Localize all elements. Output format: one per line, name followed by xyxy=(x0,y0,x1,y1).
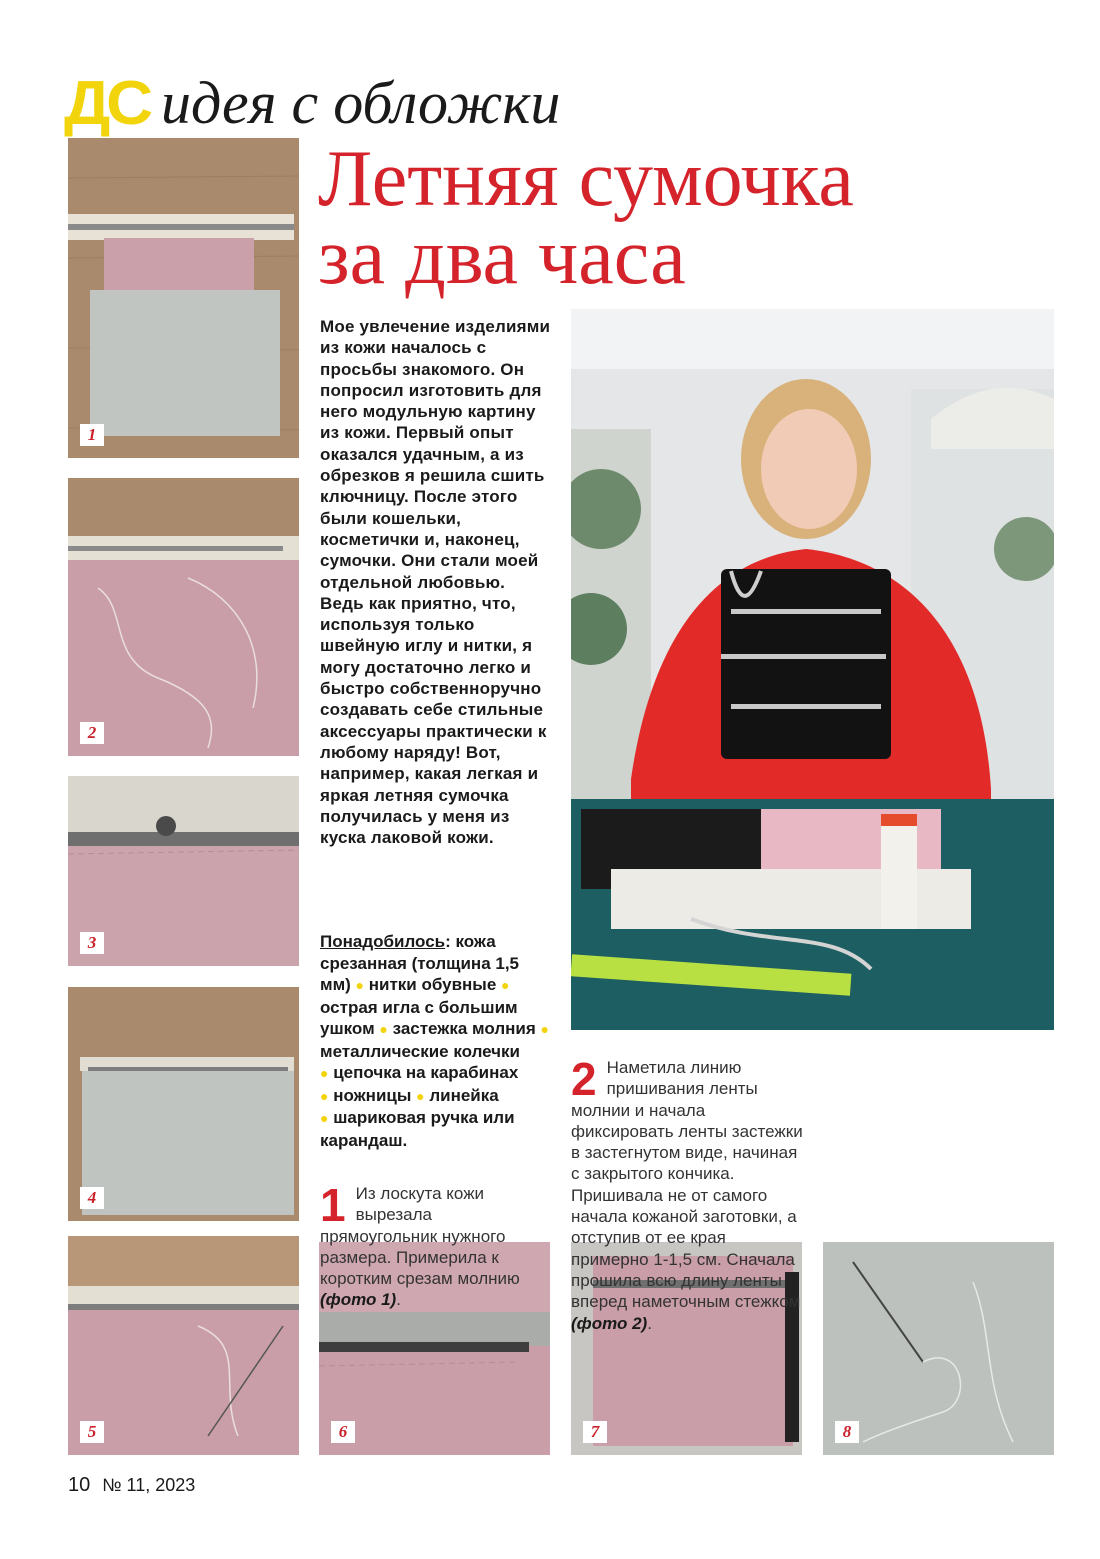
article-title xyxy=(318,135,1038,301)
page-footer xyxy=(68,1474,195,1497)
step-photo-2 xyxy=(68,478,299,756)
step-number: 2 xyxy=(571,1053,597,1105)
material-item: застежка молния xyxy=(392,1019,536,1038)
intro-text: Мое увлечение изделиями из кожи началось с просьбы знакомого. Он попросил изготовить для него модульную картину из кожи. Первый опыт оказался удачным, а из обрезков я решила сшить ключницу. После этого были кошельки, косметички и, наконец, сумочки. Они стали моей отдельной любовью. Ведь как приятно, что, используя только швейную иглу и нитки, я могу достаточно легко и быстро собственноручно создавать себе стильные аксессуары практически к любому наряду! Вот, например, какая легкая и яркая летняя сумочка получилась у меня из куска лаковой кожи. xyxy=(320,317,551,848)
photo-number: 2 xyxy=(80,722,104,744)
brand-logo: ДС xyxy=(63,69,149,138)
page-number: 10 xyxy=(68,1474,91,1496)
step-1-text: 1 Из лоскута кожи вырезала прямоугольник нужного размера. Примерила к коротким срезам молнию (фото 1). xyxy=(320,1179,520,1310)
material-item: цепочка на карабинах xyxy=(333,1063,519,1082)
bullet-dot: ● xyxy=(355,977,365,993)
materials-list: Понадобилось: кожа срезанная (толщина 1,5 мм) ● нитки обувные ● острая игла с большим ушком ● застежка молния ● металлические колечки ● цепочка на карабинах ● ножницы ● линейка ● шариковая ручка или карандаш. xyxy=(320,932,549,1150)
bullet-dot: ● xyxy=(540,1021,549,1037)
step-2-body: Наметила линию пришивания ленты молнии и начала фиксировать ленты застежки в застегнутом виде, начиная с закрытого кончика. Пришивала не от самого начала кожаной заготовки, а отступив от ее края примерно 1-1,5 см. Сначала прошила всю длину ленты вперед наметочным стежком xyxy=(571,1058,803,1312)
bullet-dot: ● xyxy=(501,977,510,993)
photo-number: 3 xyxy=(80,932,104,954)
issue-info: № 11, 2023 xyxy=(102,1475,196,1495)
bullet-dot: ● xyxy=(416,1087,425,1104)
bullet-dot: ● xyxy=(379,1021,388,1037)
step-photo-1 xyxy=(68,138,299,458)
section-header xyxy=(63,64,561,138)
photo-number: 4 xyxy=(80,1187,104,1209)
main-photo xyxy=(571,309,1054,1030)
bullet-dot: ● xyxy=(320,1087,329,1104)
material-item: ножницы xyxy=(333,1085,412,1105)
material-item: кожа срезанная (толщина 1,5 мм) xyxy=(320,932,520,994)
photo-number: 5 xyxy=(80,1421,104,1443)
step-1-body: Из лоскута кожи вырезала прямоугольник нужного размера. Примерила к коротким срезам молнию xyxy=(320,1184,520,1289)
article-title-line-1: Летняя сумочка xyxy=(318,135,854,223)
section-title: идея с обложки xyxy=(160,70,561,136)
material-item: острая игла с большим ушком xyxy=(320,997,518,1038)
article-title-line-2: за два часа xyxy=(318,213,686,301)
step-photo-8 xyxy=(823,1242,1054,1455)
materials-label: Понадобилось xyxy=(320,932,446,951)
material-item: линейка xyxy=(429,1085,499,1105)
material-item: шариковая ручка или карандаш. xyxy=(320,1108,515,1150)
material-item: нитки обувные xyxy=(368,975,497,994)
step-2-text: 2 Наметила линию пришивания ленты молнии и начала фиксировать ленты застежки в застегнутом виде, начиная с закрытого кончика. Пришивала не от самого начала кожаной заготовки, а отступив от ее края примерно 1-1,5 см. Сначала прошила всю длину ленты вперед наметочным стежком (фото 2). xyxy=(571,1053,803,1333)
step-number: 1 xyxy=(320,1179,346,1231)
step-photo-4 xyxy=(68,987,299,1221)
material-item: металлические колечки xyxy=(320,1041,521,1061)
photo-reference: (фото 2) xyxy=(571,1313,648,1333)
photo-number: 6 xyxy=(331,1421,355,1443)
bullet-dot: ● xyxy=(320,1110,329,1126)
bullet-dot: ● xyxy=(320,1065,329,1081)
photo-number: 1 xyxy=(80,424,104,446)
photo-reference: (фото 1) xyxy=(320,1290,397,1310)
step-photo-3 xyxy=(68,776,299,966)
step-photo-5 xyxy=(68,1236,299,1455)
photo-number: 7 xyxy=(583,1421,607,1443)
photo-number: 8 xyxy=(835,1421,859,1443)
